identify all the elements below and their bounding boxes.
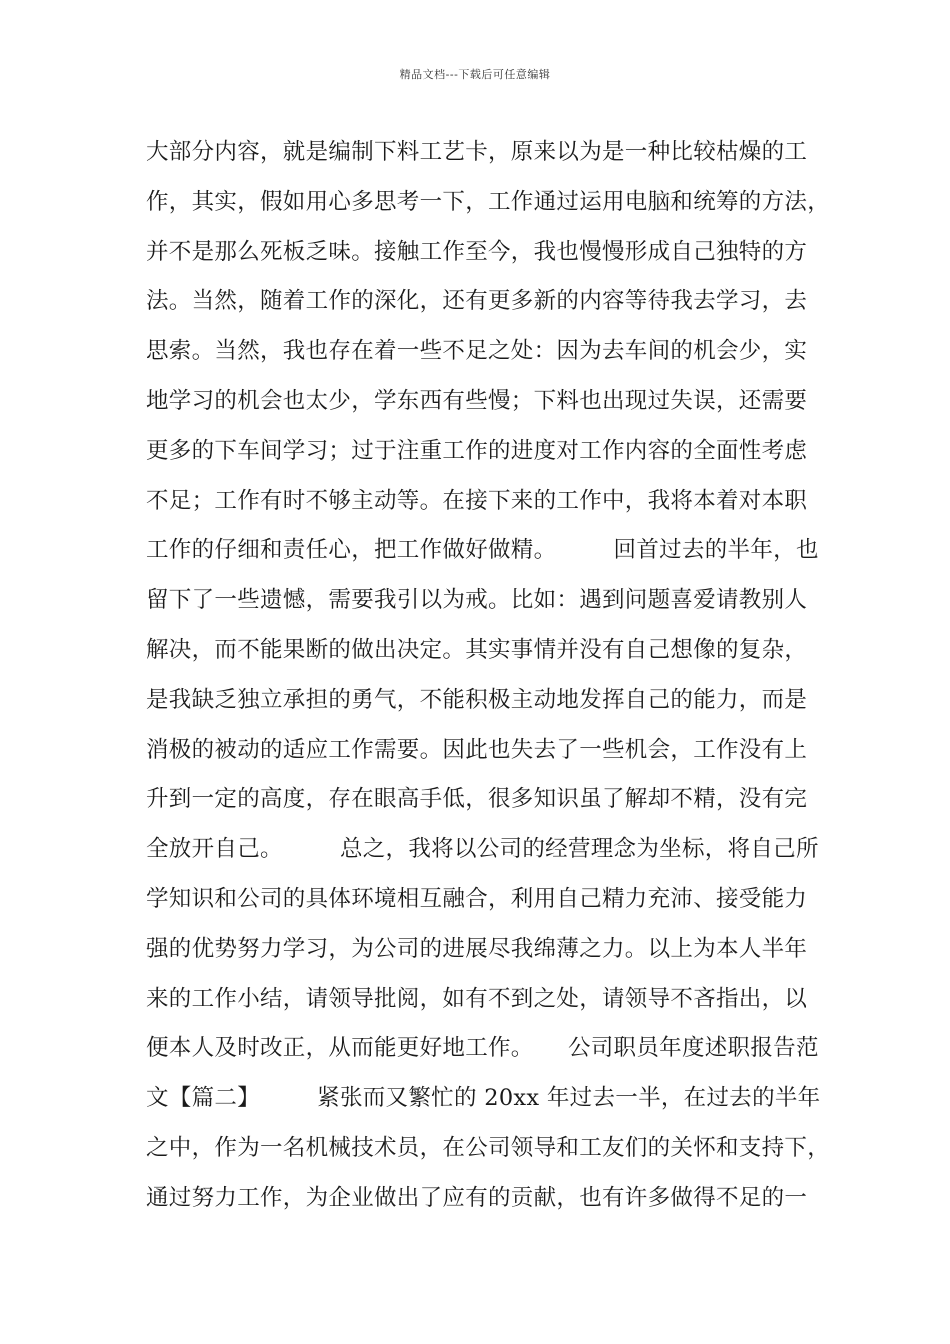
text-line: 工作的仔细和责任心，把工作做好做精。 回首过去的半年，也 <box>146 537 819 564</box>
text-line: 留下了一些遗憾，需要我引以为戒。比如：遇到问题喜爱请教别人 <box>146 587 808 614</box>
text-line: 之中，作为一名机械技术员，在公司领导和工友们的关怀和支持下， <box>146 1134 831 1161</box>
text-line: 法。当然，随着工作的深化，还有更多新的内容等待我去学习，去 <box>146 288 808 315</box>
text-line: 作，其实，假如用心多思考一下，工作通过运用电脑和统筹的方法， <box>146 188 831 215</box>
text-line: 并不是那么死板乏味。接触工作至今，我也慢慢形成自己独特的方 <box>146 238 808 265</box>
text-line: 是我缺乏独立承担的勇气，不能积极主动地发挥自己的能力，而是 <box>146 686 808 713</box>
text-line: 大部分内容，就是编制下料工艺卡，原来以为是一种比较枯燥的工 <box>146 139 808 165</box>
document-body <box>146 132 831 1228</box>
text-line: 不足；工作有时不够主动等。在接下来的工作中，我将本着对本职 <box>146 487 808 514</box>
text-line: 学知识和公司的具体环境相互融合，利用自己精力充沛、接受能力 <box>146 885 808 912</box>
text-line: 来的工作小结，请领导批阅，如有不到之处，请领导不吝指出，以 <box>146 985 808 1012</box>
text-line: 解决，而不能果断的做出决定。其实事情并没有自己想像的复杂， <box>146 636 808 663</box>
text-line: 升到一定的高度，存在眼高手低，很多知识虽了解却不精，没有完 <box>146 786 808 813</box>
text-line: 全放开自己。 总之，我将以公司的经营理念为坐标，将自己所 <box>146 836 819 863</box>
text-line: 消极的被动的适应工作需要。因此也失去了一些机会，工作没有上 <box>146 736 808 763</box>
text-line: 地学习的机会也太少，学东西有些慢；下料也出现过失误，还需要 <box>146 387 808 414</box>
text-line: 思索。当然，我也存在着一些不足之处：因为去车间的机会少，实 <box>146 338 808 365</box>
page-header: 精品文档---下载后可任意编辑 <box>399 68 551 81</box>
text-line: 便本人及时改正，从而能更好地工作。 公司职员年度述职报告范 <box>146 1035 819 1062</box>
text-line: 通过努力工作，为企业做出了应有的贡献，也有许多做得不足的一 <box>146 1184 808 1211</box>
text-line: 文【篇二】 紧张而又繁忙的 20xx 年过去一半，在过去的半年 <box>146 1085 821 1112</box>
text-line: 强的优势努力学习，为公司的进展尽我绵薄之力。以上为本人半年 <box>146 935 808 962</box>
text-line: 更多的下车间学习；过于注重工作的进度对工作内容的全面性考虑 <box>146 437 808 464</box>
